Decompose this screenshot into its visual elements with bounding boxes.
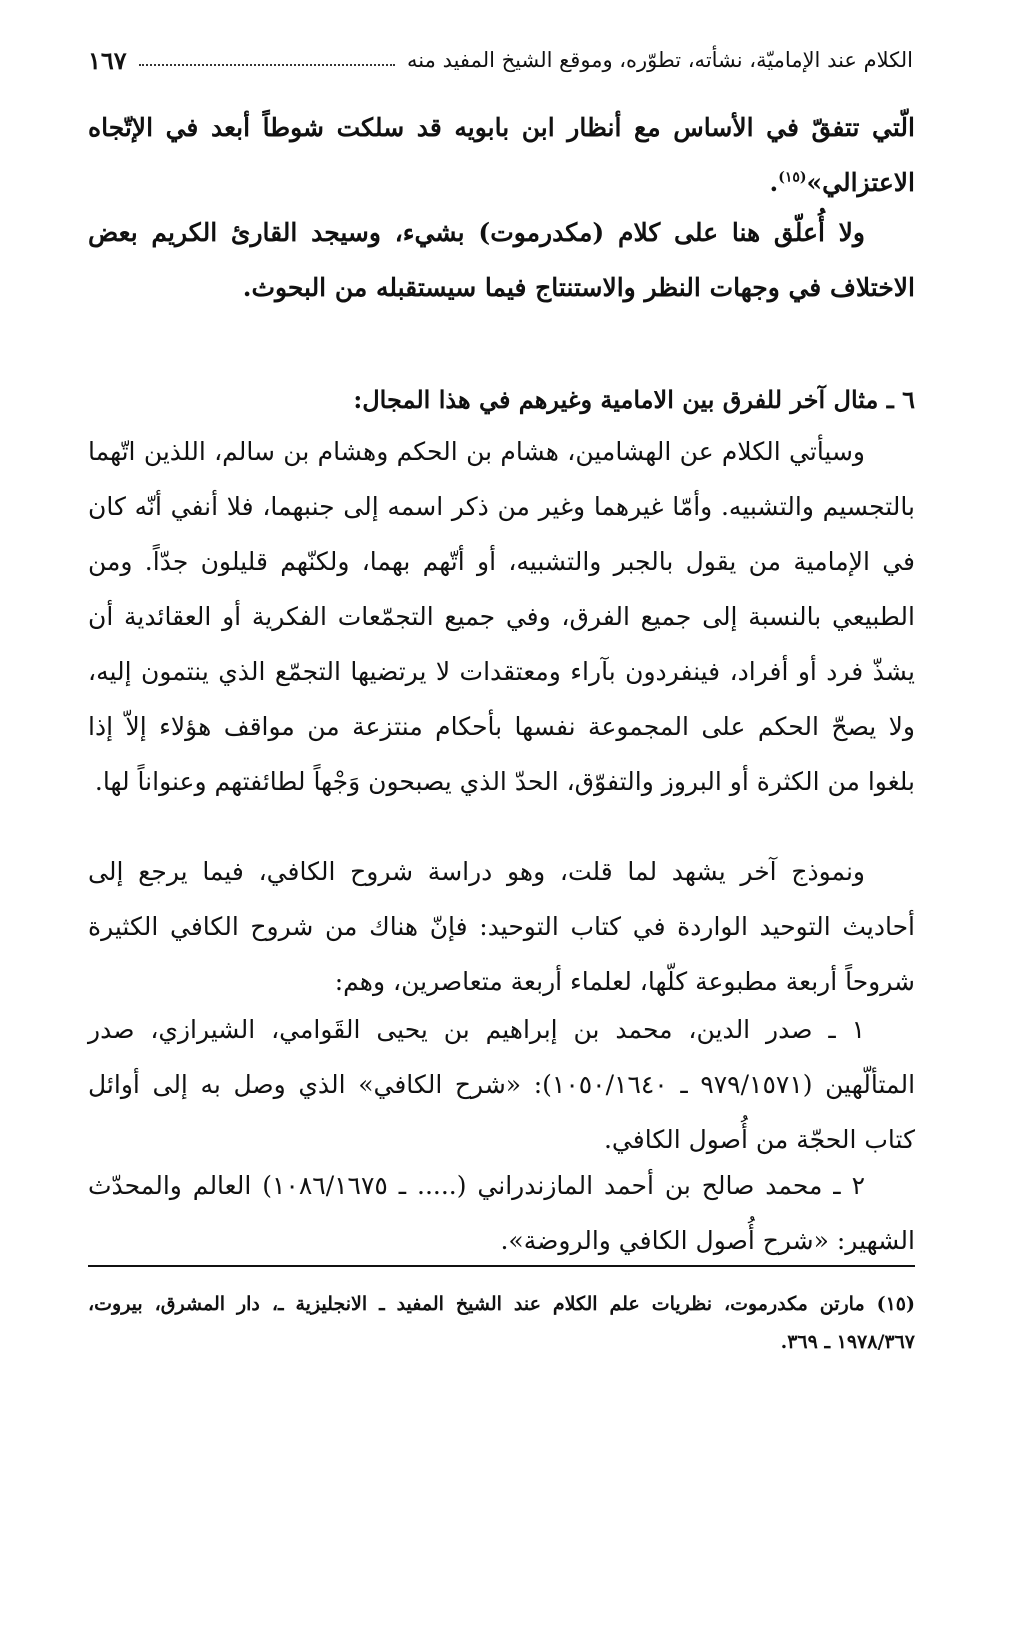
page-number: ١٦٧ xyxy=(88,45,127,75)
paragraph-5-block xyxy=(88,1002,915,1167)
paragraph-comment: ولا أُعلّق هنا على كلام (مكدرموت) بشيء، وسيجد القارئ الكريم بعض الاختلاف في وجهات النظر والاستنتاج فيما سيستقبله من البحوث. xyxy=(88,218,915,302)
paragraph-6-block xyxy=(88,1158,915,1268)
paragraph-2-block xyxy=(88,205,915,315)
paragraph-1-block xyxy=(88,100,915,210)
section-heading: ٦ ـ مثال آخر للفرق بين الامامية وغيرهم في هذا المجال: xyxy=(353,385,915,414)
list-item-2: ٢ ـ محمد صالح بن أحمد المازندراني (..... ـ ١٠٨٦/١٦٧٥) العالم والمحدّث الشهير: «شرح أُصول الكافي والروضة». xyxy=(88,1171,915,1255)
list-item-1: ١ ـ صدر الدين، محمد بن إبراهيم بن يحيى القَوامي، الشيرازي، صدر المتألّهين (٩٧٩/١٥٧١ ـ ١٠٥٠/١٦٤٠): «شرح الكافي» الذي وصل به إلى أوائل كتاب الحجّة من أُصول الكافي. xyxy=(88,1015,916,1154)
paragraph-1-text: الّتي تتفقّ في الأساس مع أنظار ابن بابويه قد سلكت شوطاً أبعد في الإتّجاه الاعتزالي» xyxy=(88,113,915,197)
running-title: الكلام عند الإماميّة، نشأته، تطوّره، وموقع الشيخ المفيد منه xyxy=(407,48,913,72)
paragraph-hishams: وسيأتي الكلام عن الهشامين، هشام بن الحكم وهشام بن سالم، اللذين اتّهما بالتجسيم والتشبيه. وأمّا غيرهما وغير من ذكر اسمه إلى جنبهما، فلا أنفي أنّه كان في الإمامية من يقول بالجبر والتشبيه، أو أتّهم بهما، ولكنّهم قليلون جدّاً. ومن الطبيعي بالنسبة إلى جميع الفرق، وفي جميع التجمّعات الفكرية أو العقائدية أن يشذّ فرد أو أفراد، فينفردون بآراء ومعتقدات لا يرتضيها التجمّع الذي ينتمون إليه، ولا يصحّ الحكم على المجموعة نفسها بأحكام منتزعة من مواقف هؤلاء إلاّ إذا بلغوا من الكثرة أو البروز والتفوّق، الحدّ الذي يصبحون وَجْهاً لطائفتهم وعنواناً لها. xyxy=(88,437,915,796)
dot-leader xyxy=(139,50,395,66)
paragraph-quote-end xyxy=(88,100,915,210)
paragraph-kafi-commentaries: ونموذج آخر يشهد لما قلت، وهو دراسة شروح الكافي، فيما يرجع إلى أحاديث التوحيد الواردة في كتاب التوحيد: فإنّ هناك من شروح الكافي الكثيرة شروحاً أربعة مطبوعة كلّها، لعلماء أربعة متعاصرين، وهم: xyxy=(88,857,915,996)
paragraph-1-end: . xyxy=(769,168,779,197)
paragraph-4-block xyxy=(88,844,915,1009)
running-header xyxy=(88,40,913,80)
footnote: (١٥) مارتن مكدرموت، نظريات علم الكلام عند الشيخ المفيد ـ الانجليزية ـ، دار المشرق، بيروت، ١٩٧٨/٣٦٧ ـ ٣٦٩. xyxy=(88,1293,915,1353)
footnote-reference[interactable]: (١٥) xyxy=(778,169,807,186)
footnote-divider xyxy=(88,1265,915,1267)
paragraph-3-block xyxy=(88,424,915,809)
